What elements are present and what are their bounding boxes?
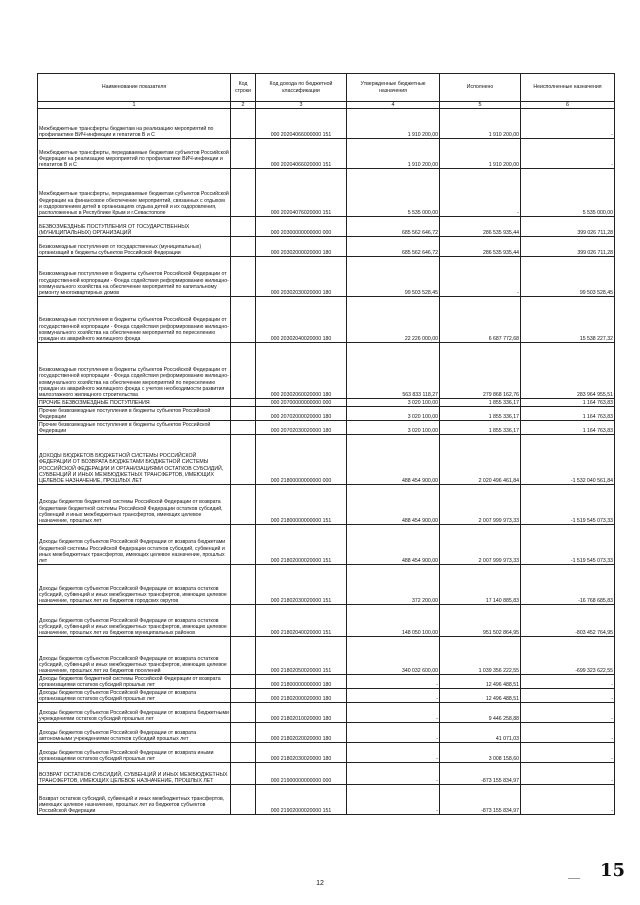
row-executed: 6 687 772,68 [440, 297, 521, 343]
header-executed: Исполнено [440, 74, 521, 102]
header-name: Наименование показателя [38, 74, 231, 102]
table-body [38, 109, 615, 815]
table-row [38, 525, 615, 565]
page-number: 12 [316, 880, 324, 887]
row-budget-code: 000 20302060020000 180 [256, 343, 347, 399]
row-budget-code: 000 21800000000000 000 [256, 435, 347, 485]
row-approved: 488 454 900,00 [347, 485, 440, 525]
table-row [38, 169, 615, 217]
row-approved: 3 020 100,00 [347, 399, 440, 407]
row-line-code [231, 109, 256, 139]
table-row [38, 703, 615, 723]
row-name: Прочие безвозмездные поступления в бюджеты субъектов Российской Федерации [38, 407, 231, 421]
row-unexecuted: -1 519 545 073,33 [521, 525, 615, 565]
row-name: Возврат остатков субсидий, субвенций и иных межбюджетных трансфертов, имеющих целевое назначение, прошлых лет из бюджетов субъектов Российской Федерации [38, 785, 231, 815]
row-name: ДОХОДЫ БЮДЖЕТОВ БЮДЖЕТНОЙ СИСТЕМЫ РОССИЙСКОЙ ФЕДЕРАЦИИ ОТ ВОЗВРАТА БЮДЖЕТАМИ БЮДЖЕТНОЙ СИСТЕМЫ РОССИЙСКОЙ ФЕДЕРАЦИИ И ОРГАНИЗАЦИЯМИ ОСТАТКОВ СУБСИДИЙ, СУБВЕНЦИЙ И ИНЫХ МЕЖБЮДЖЕТНЫХ ТРАНСФЕРТОВ, ИМЕЮЩИХ ЦЕЛЕВОЕ НАЗНАЧЕНИЕ, ПРОШЛЫХ ЛЕТ [38, 435, 231, 485]
table-row [38, 109, 615, 139]
row-line-code [231, 407, 256, 421]
row-executed: 1 855 336,17 [440, 399, 521, 407]
row-name: Межбюджетные трансферты, передаваемые бюджетам субъектов Российской Федерации на финансовое обеспечение мероприятий, связанных с отдыхом и оздоровлением детей в организациях отдыха детей и их оздоровления, расположенных в Республике Крым и г.Севастополе [38, 169, 231, 217]
budget-execution-table [37, 73, 615, 815]
row-line-code [231, 237, 256, 257]
row-executed: - [440, 169, 521, 217]
row-budget-code: 000 21802000020000 180 [256, 689, 347, 703]
row-unexecuted: 99 503 528,45 [521, 257, 615, 297]
row-executed: 17 140 885,83 [440, 565, 521, 605]
row-approved: 1 910 200,00 [347, 109, 440, 139]
row-executed: - [440, 257, 521, 297]
row-unexecuted: 399 026 711,28 [521, 237, 615, 257]
row-budget-code: 000 20300000000000 000 [256, 217, 347, 237]
row-name: Межбюджетные трансферты бюджетам на реализацию мероприятий по профилактике ВИЧ-инфекции и гепатитов B и C [38, 109, 231, 139]
row-name: БЕЗВОЗМЕЗДНЫЕ ПОСТУПЛЕНИЯ ОТ ГОСУДАРСТВЕННЫХ (МУНИЦИПАЛЬНЫХ) ОРГАНИЗАЦИЙ [38, 217, 231, 237]
row-budget-code: 000 20302030020000 180 [256, 257, 347, 297]
row-name: Доходы бюджетов субъектов Российской Федерации от возврата иными организациями остатков субсидий прошлых лет [38, 743, 231, 763]
row-budget-code: 000 20204076020000 151 [256, 169, 347, 217]
column-number: 4 [347, 102, 440, 109]
table-row [38, 297, 615, 343]
row-name: Безвозмездные поступления от государственных (муниципальных) организаций в бюджеты субъектов Российской Федерации [38, 237, 231, 257]
column-number: 2 [231, 102, 256, 109]
row-approved: 488 454 900,00 [347, 435, 440, 485]
row-approved: 685 562 646,72 [347, 217, 440, 237]
row-line-code [231, 763, 256, 785]
row-name: ВОЗВРАТ ОСТАТКОВ СУБСИДИЙ, СУБВЕНЦИЙ И ИНЫХ МЕЖБЮДЖЕТНЫХ ТРАНСФЕРТОВ, ИМЕЮЩИХ ЦЕЛЕВОЕ НАЗНАЧЕНИЕ, ПРОШЛЫХ ЛЕТ [38, 763, 231, 785]
row-name: Безвозмездные поступления в бюджеты субъектов Российской Федерации от государственной корпорации - Фонда содействия реформированию жилищно-коммунального хозяйства на обеспечение мероприятий по переселению граждан из аварийного жилищного фонда [38, 297, 231, 343]
table-row [38, 675, 615, 689]
header-row [38, 74, 615, 102]
row-executed: 2 007 999 973,33 [440, 485, 521, 525]
row-executed: 951 502 864,95 [440, 605, 521, 637]
table-row [38, 217, 615, 237]
row-executed: 1 910 200,00 [440, 139, 521, 169]
row-executed: -873 155 834,97 [440, 785, 521, 815]
row-budget-code: 000 21802040020000 151 [256, 605, 347, 637]
row-executed: 12 496 488,51 [440, 689, 521, 703]
row-executed: 3 008 158,60 [440, 743, 521, 763]
row-executed: 41 071,03 [440, 723, 521, 743]
header-budget-code: Код дохода по бюджетной классификации [256, 74, 347, 102]
row-approved: - [347, 743, 440, 763]
table-row [38, 637, 615, 675]
row-unexecuted: - [521, 703, 615, 723]
row-budget-code: 000 21800000000000 151 [256, 485, 347, 525]
row-budget-code: 000 20302040020000 180 [256, 297, 347, 343]
row-unexecuted: - [521, 763, 615, 785]
row-unexecuted: - [521, 109, 615, 139]
header-approved: Утвержденные бюджетные назначения [347, 74, 440, 102]
row-name: Доходы бюджетов субъектов Российской Федерации от возврата автономными учреждениями остатков субсидий прошлых лет [38, 723, 231, 743]
row-line-code [231, 485, 256, 525]
row-budget-code: 000 20700000000000 000 [256, 399, 347, 407]
row-approved: - [347, 675, 440, 689]
row-approved: 340 032 600,00 [347, 637, 440, 675]
table-row [38, 421, 615, 435]
row-budget-code: 000 21902000020000 151 [256, 785, 347, 815]
row-unexecuted: - [521, 743, 615, 763]
row-line-code [231, 743, 256, 763]
row-name: Доходы бюджетов субъектов Российской Федерации от возврата остатков субсидий, субвенций и иных межбюджетных трансфертов, имеющих целевое назначение, прошлых лет из бюджетов городских округов [38, 565, 231, 605]
row-unexecuted: 399 026 711,28 [521, 217, 615, 237]
row-approved: 5 535 000,00 [347, 169, 440, 217]
row-unexecuted: -16 768 685,83 [521, 565, 615, 605]
row-approved: - [347, 763, 440, 785]
table-row [38, 435, 615, 485]
row-budget-code: 000 21802050020000 151 [256, 637, 347, 675]
table-row [38, 237, 615, 257]
row-budget-code: 000 21802000020000 151 [256, 525, 347, 565]
row-executed: 1 855 336,17 [440, 421, 521, 435]
row-line-code [231, 689, 256, 703]
table-row [38, 743, 615, 763]
column-number: 5 [440, 102, 521, 109]
row-name: Доходы бюджетов субъектов Российской Федерации от возврата остатков субсидий, субвенций и иных межбюджетных трансфертов, имеющих целевое назначение, прошлых лет из бюджетов поселений [38, 637, 231, 675]
row-budget-code: 000 21802020020000 180 [256, 723, 347, 743]
row-name: Доходы бюджетов субъектов Российской Федерации от возврата организациями остатков субсидий прошлых лет [38, 689, 231, 703]
row-budget-code: 000 20302000020000 180 [256, 237, 347, 257]
row-unexecuted: 283 964 955,51 [521, 343, 615, 399]
row-name: Прочие безвозмездные поступления в бюджеты субъектов Российской Федерации [38, 421, 231, 435]
row-executed: 1 855 336,17 [440, 407, 521, 421]
row-unexecuted: 1 164 763,83 [521, 421, 615, 435]
row-unexecuted: - [521, 139, 615, 169]
row-unexecuted: -1 519 545 073,33 [521, 485, 615, 525]
table-row [38, 763, 615, 785]
row-line-code [231, 421, 256, 435]
row-name: Доходы бюджетов субъектов Российской Федерации от возврата остатков субсидий, субвенций и иных межбюджетных трансфертов, имеющих целевое назначение, прошлых лет из бюджетов муниципальных районов [38, 605, 231, 637]
table-row [38, 407, 615, 421]
row-unexecuted: 15 538 227,32 [521, 297, 615, 343]
row-approved: 3 020 100,00 [347, 421, 440, 435]
row-executed: 2 020 496 461,84 [440, 435, 521, 485]
stamp-number: 15 [600, 860, 626, 881]
row-line-code [231, 785, 256, 815]
table-row [38, 399, 615, 407]
header-unexecuted: Неисполненные назначения [521, 74, 615, 102]
row-approved: 22 226 000,00 [347, 297, 440, 343]
column-number: 1 [38, 102, 231, 109]
row-executed: 286 535 935,44 [440, 237, 521, 257]
row-approved: 3 020 100,00 [347, 407, 440, 421]
row-budget-code: 000 21802010020000 180 [256, 703, 347, 723]
row-line-code [231, 139, 256, 169]
row-unexecuted: -803 452 764,95 [521, 605, 615, 637]
table-row [38, 689, 615, 703]
row-line-code [231, 565, 256, 605]
row-approved: 488 454 900,00 [347, 525, 440, 565]
row-unexecuted: 1 164 763,83 [521, 407, 615, 421]
column-number-row [38, 102, 615, 109]
row-line-code [231, 217, 256, 237]
row-approved: 99 503 528,45 [347, 257, 440, 297]
row-name: Доходы бюджетов субъектов Российской Федерации от возврата бюджетами бюджетной системы Российской Федерации остатков субсидий, субвенций и иных межбюджетных трансфертов, имеющих целевое назначение, прошлых лет [38, 525, 231, 565]
row-executed: 279 868 162,76 [440, 343, 521, 399]
row-budget-code: 000 21800000000000 180 [256, 675, 347, 689]
row-line-code [231, 605, 256, 637]
row-name: Доходы бюджетов бюджетной системы Российской Федерации от возврата организациями остатков субсидий прошлых лет [38, 675, 231, 689]
row-line-code [231, 297, 256, 343]
row-executed: 2 007 999 973,33 [440, 525, 521, 565]
table-row [38, 485, 615, 525]
row-unexecuted: -699 323 622,55 [521, 637, 615, 675]
row-name: Доходы бюджетов бюджетной системы Российской Федерации от возврата бюджетами бюджетной системы Российской Федерации остатков субсидий, субвенций и иных межбюджетных трансфертов, имеющих целевое назначение, прошлых лет [38, 485, 231, 525]
row-budget-code: 000 20204066000000 151 [256, 109, 347, 139]
row-executed: 1 910 200,00 [440, 109, 521, 139]
row-name: Межбюджетные трансферты, передаваемые бюджетам субъектов Российской Федерации на реализацию мероприятий по профилактике ВИЧ-инфекции и гепатитов B и C [38, 139, 231, 169]
row-budget-code: 000 20204066020000 151 [256, 139, 347, 169]
row-line-code [231, 723, 256, 743]
row-approved: - [347, 689, 440, 703]
row-budget-code: 000 21802030020000 180 [256, 743, 347, 763]
row-unexecuted: - [521, 723, 615, 743]
row-approved: 685 562 646,72 [347, 237, 440, 257]
row-line-code [231, 525, 256, 565]
row-budget-code: 000 21900000000000 000 [256, 763, 347, 785]
column-number: 6 [521, 102, 615, 109]
row-name: Безвозмездные поступления в бюджеты субъектов Российской Федерации от государственной корпорации - Фонда содействия реформированию жилищно-коммунального хозяйства на обеспечение мероприятий по капитальному ремонту многоквартирных домов [38, 257, 231, 297]
stamp-dash: —— [568, 876, 580, 882]
table-row [38, 343, 615, 399]
row-approved: 148 050 100,00 [347, 605, 440, 637]
table-row [38, 139, 615, 169]
row-line-code [231, 435, 256, 485]
row-name: ПРОЧИЕ БЕЗВОЗМЕЗДНЫЕ ПОСТУПЛЕНИЯ [38, 399, 231, 407]
row-executed: 286 535 935,44 [440, 217, 521, 237]
row-unexecuted: - [521, 675, 615, 689]
row-unexecuted: 5 535 000,00 [521, 169, 615, 217]
row-approved: 563 833 118,27 [347, 343, 440, 399]
table-row [38, 257, 615, 297]
row-line-code [231, 169, 256, 217]
row-executed: 1 039 356 222,55 [440, 637, 521, 675]
table-row [38, 605, 615, 637]
row-budget-code: 000 21802030020000 151 [256, 565, 347, 605]
row-approved: - [347, 703, 440, 723]
row-unexecuted: - [521, 689, 615, 703]
row-executed: 9 446 258,88 [440, 703, 521, 723]
row-budget-code: 000 20702000020000 180 [256, 407, 347, 421]
table-row [38, 785, 615, 815]
row-unexecuted: 1 164 763,83 [521, 399, 615, 407]
row-approved: - [347, 723, 440, 743]
row-line-code [231, 675, 256, 689]
row-approved: 1 910 200,00 [347, 139, 440, 169]
row-name: Безвозмездные поступления в бюджеты субъектов Российской Федерации от государственной корпорации - Фонда содействия реформированию жилищно-коммунального хозяйства на обеспечение мероприятий по переселению граждан из аварийного жилищного фонда с учетом необходимости развития малоэтажного жилищного строительства [38, 343, 231, 399]
row-line-code [231, 343, 256, 399]
header-line-code: Код строки [231, 74, 256, 102]
row-unexecuted: -1 532 040 561,84 [521, 435, 615, 485]
row-budget-code: 000 20702030020000 180 [256, 421, 347, 435]
table-row [38, 723, 615, 743]
row-line-code [231, 399, 256, 407]
row-line-code [231, 637, 256, 675]
column-number: 3 [256, 102, 347, 109]
report-sheet [37, 73, 614, 815]
row-executed: -873 155 834,97 [440, 763, 521, 785]
row-approved: 372 200,00 [347, 565, 440, 605]
row-name: Доходы бюджетов субъектов Российской Федерации от возврата бюджетными учреждениями остатков субсидий прошлых лет [38, 703, 231, 723]
row-executed: 12 496 488,51 [440, 675, 521, 689]
row-approved: - [347, 785, 440, 815]
row-line-code [231, 703, 256, 723]
row-unexecuted: - [521, 785, 615, 815]
row-line-code [231, 257, 256, 297]
table-row [38, 565, 615, 605]
